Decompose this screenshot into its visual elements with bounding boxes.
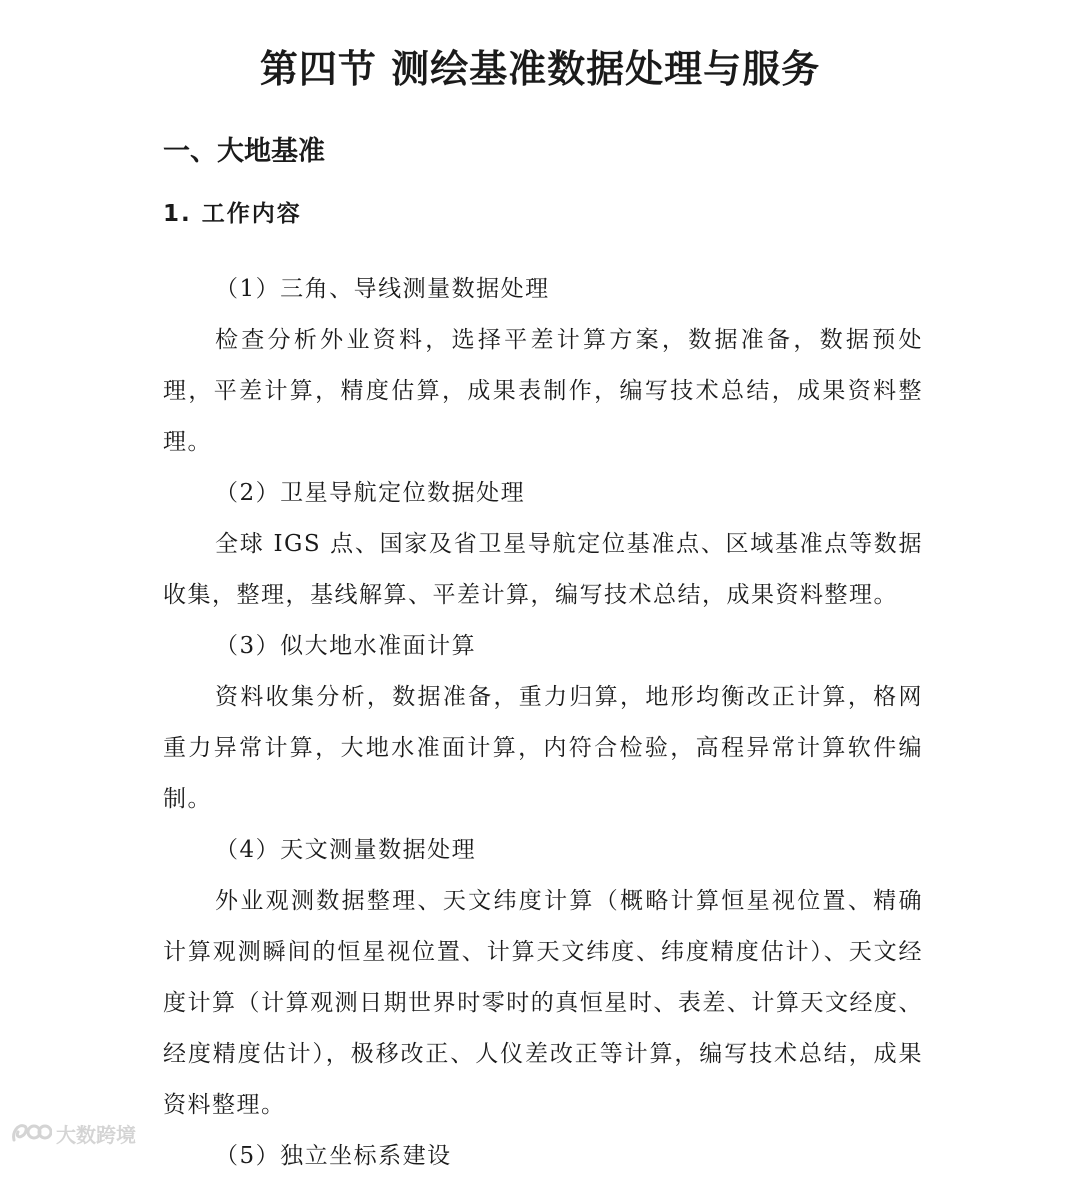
section-heading: 一、大地基准	[163, 136, 325, 167]
item-body-4: 外业观测数据整理、天文纬度计算（概略计算恒星视位置、精确计算观测瞬间的恒星视位置、计算天文纬度、纬度精度估计）、天文经度计算（计算观测日期世界时零时的真恒星时、表差、计算天文经度、经度精度估计），极移改正、人仪差改正等计算，编写技术总结，成果资料整理。	[163, 888, 923, 1118]
item-title-3: （3）似大地水准面计算	[215, 633, 477, 659]
watermark-text: 大数跨境	[56, 1122, 136, 1147]
brand-logo-icon	[10, 1120, 52, 1146]
item-title-2: （2）卫星导航定位数据处理	[215, 480, 526, 506]
item-body-1: 检查分析外业资料，选择平差计算方案，数据准备，数据预处理，平差计算，精度估算，成果表制作，编写技术总结，成果资料整理。	[163, 327, 923, 455]
subsection-heading: 1. 工作内容	[163, 201, 302, 227]
content-body	[163, 264, 923, 1182]
item-title-1: （1）三角、导线测量数据处理	[215, 276, 550, 302]
watermark	[10, 1118, 136, 1148]
item-title-5: （5）独立坐标系建设	[215, 1143, 452, 1169]
item-body-3: 资料收集分析，数据准备，重力归算，地形均衡改正计算，格网重力异常计算，大地水准面计算，内符合检验，高程异常计算软件编制。	[163, 684, 923, 812]
item-title-4: （4）天文测量数据处理	[215, 837, 477, 863]
page-title: 第四节 测绘基准数据处理与服务	[259, 47, 821, 91]
item-body-2: 全球 IGS 点、国家及省卫星导航定位基准点、区域基准点等数据收集，整理，基线解算、平差计算，编写技术总结，成果资料整理。	[163, 531, 923, 608]
